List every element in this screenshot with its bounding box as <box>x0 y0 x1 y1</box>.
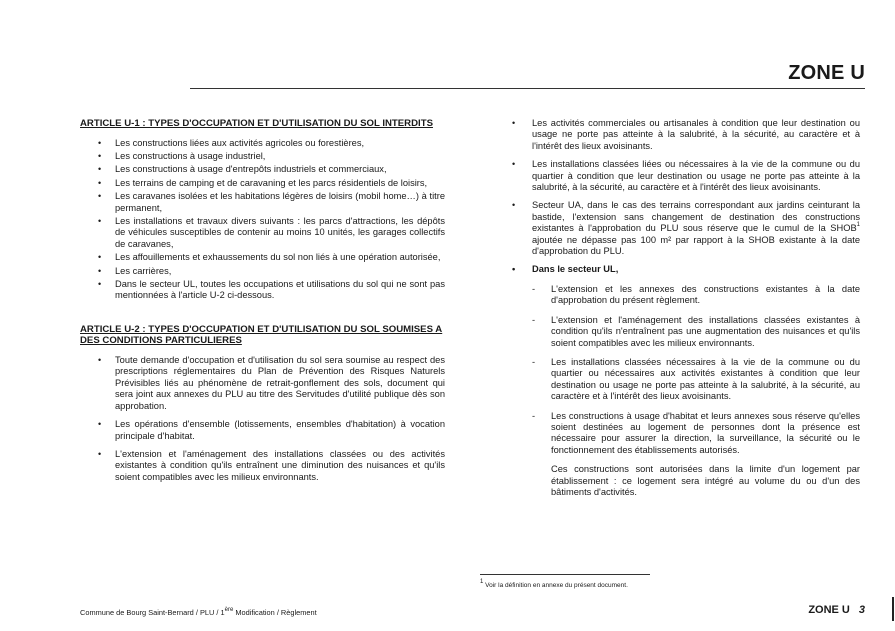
section-spacer <box>80 304 445 324</box>
list-item: • Secteur UA, dans le cas des terrains correspondant aux jardins ceinturant la bastide, l'extension sans changement de destination des constructions existantes à l'approbation du PLU sous réserve que le cumul de la SHOB$^1$ ajoutée ne dépasse pas 100 m² par rapport à la SHOB existante à la date d'approbation du PLU. <box>512 200 860 257</box>
list-item: • Les opérations d'ensemble (lotissements, ensembles d'habitation) à vocation principale d'habitat. <box>98 419 445 441</box>
sector-ul-heading: • Dans le secteur UL, <box>512 264 619 275</box>
list-item: • Toute demande d'occupation et d'utilisation du sol sera soumise au respect des prescriptions réglementaires du Plan de Prévention des Risques Naturels Prévisibles liés au phénomène de retrait-gonflement des sols, document qui sera joint aux annexes du PLU au titre des Servitudes d'utilité publique dès son approbation. <box>98 355 445 411</box>
list-item: - Les constructions à usage d'habitat et leurs annexes sous réserve qu'elles soient destinées au logement de personnes dont la présence est nécessaire pour assurer la direction, la surveillance, la sécurité ou le fonctionnement des établissements autorisés. <box>532 410 860 455</box>
dash-icon: - <box>532 283 536 294</box>
footnote-mark: 1 <box>480 578 484 585</box>
list-item: • L'extension et l'aménagement des installations classées ou des activités existantes à condition qu'ils entraînent une diminution des nuisances et qu'ils soient compatibles avec les milieux environnants. <box>98 448 445 482</box>
dash-icon: - <box>532 356 536 367</box>
list-item: • Les installations et travaux divers suivants : les parcs d'attractions, les dépôts de véhicules susceptibles de contenir au moins 10 unités, les garages collectifs de caravanes, <box>98 216 445 249</box>
bullet-icon: • <box>512 200 516 211</box>
list-item: • Les terrains de camping et de caravaning et les parcs résidentiels de loisirs, <box>98 177 428 188</box>
bullet-icon: • <box>512 118 516 128</box>
page-edge-marker <box>892 597 894 621</box>
bullet-icon: • <box>98 252 102 263</box>
sector-ul-list <box>505 284 860 456</box>
bullet-icon: • <box>512 159 516 170</box>
footer-ordinal: ère <box>224 606 234 613</box>
footer-page-label <box>808 604 865 616</box>
list-item: - L'extension et l'aménagement des installations classées existantes à condition qu'ils n'entraînent pas une augmentation des nuisances et qu'ils soient compatibles avec les milieux environnants. <box>532 314 860 348</box>
list-item: • Les installations classées liées ou nécessaires à la vie de la commune ou du quartier à condition que leur destination ou usage ne porte pas atteinte à la salubrité, à la sécurité, au caractère et à l'intérêt des lieux avoisinants. <box>512 159 860 193</box>
footnote-rule <box>480 574 650 575</box>
bullet-icon: • <box>98 265 102 276</box>
bullet-icon: • <box>98 137 102 148</box>
footnote: $^1$ Voir la définition en annexe du présent document. <box>480 578 628 589</box>
bullet-icon: • <box>98 448 102 459</box>
article-u2-heading: ARTICLE U-2 : TYPES D'OCCUPATION ET D'UTILISATION DU SOL SOUMISES A DES CONDITIONS PARTICULIERES <box>80 323 443 347</box>
bullet-icon: • <box>98 164 102 175</box>
footer-zone: ZONE U <box>808 604 850 616</box>
article-u2-list <box>80 355 445 483</box>
bullet-icon: • <box>98 279 102 290</box>
bullet-icon: • <box>512 264 516 275</box>
page-number: 3 <box>858 604 865 616</box>
list-item: • Les activités commerciales ou artisanales à condition que leur destination ou usage ne porte pas atteinte à la salubrité, à la sécurité, au caractère et à l'intérêt des lieux avoisinants. <box>512 118 860 151</box>
article-u2-list-continued <box>505 118 860 257</box>
bullet-icon: • <box>98 191 102 202</box>
list-item: • Les constructions à usage d'entrepôts industriels et commerciaux, <box>98 164 387 175</box>
list-item: • Les affouillements et exhaussements du sol non liés à une opération autorisée, <box>98 252 441 263</box>
footer-document-info: Commune de Bourg Saint-Bernard / PLU / 1ère Modification / Règlement <box>80 606 317 617</box>
list-item: • Dans le secteur UL, toutes les occupations et utilisations du sol qui ne sont pas mentionnées à l'article U-2 ci-dessous. <box>98 279 445 301</box>
list-item: - Les installations classées nécessaires à la vie de la commune ou du quartier ou nécessaires aux activités existantes à condition que leur destination ou usage ne porte pas atteinte à la salubrité, à la sécurité, au caractère et à l'intérêt des lieux avoisinants. <box>532 356 860 402</box>
dash-icon: - <box>532 314 536 325</box>
article-u1-list <box>80 138 445 302</box>
bullet-icon: • <box>98 419 102 430</box>
sector-ul-note: Ces constructions sont autorisées dans la limite d'un logement par établissement : ce logement sera intégré au volume du ou d'un des bâtiments d'activités. <box>551 464 860 497</box>
list-item: • Les caravanes isolées et les habitations légères de loisirs (mobil home…) à titre permanent, <box>98 191 445 213</box>
footnote-reference: 1 <box>856 222 860 229</box>
dash-icon: - <box>532 410 536 421</box>
header-rule <box>190 88 865 89</box>
left-column <box>80 118 445 490</box>
list-item: - L'extension et les annexes des constructions existantes à la date d'approbation du présent règlement. <box>532 283 860 306</box>
bullet-icon: • <box>98 177 102 188</box>
bullet-icon: • <box>98 151 102 161</box>
right-column <box>505 118 860 498</box>
list-item: • Les constructions liées aux activités agricoles ou forestières, <box>98 137 365 148</box>
zone-title: ZONE U <box>788 62 865 84</box>
article-u1-heading: ARTICLE U-1 : TYPES D'OCCUPATION ET D'UTILISATION DU SOL INTERDITS <box>80 118 433 129</box>
list-item: • Les carrières, <box>98 265 172 276</box>
list-item: • Les constructions à usage industriel, <box>98 151 266 161</box>
bullet-icon: • <box>98 355 102 366</box>
bullet-icon: • <box>98 216 102 227</box>
